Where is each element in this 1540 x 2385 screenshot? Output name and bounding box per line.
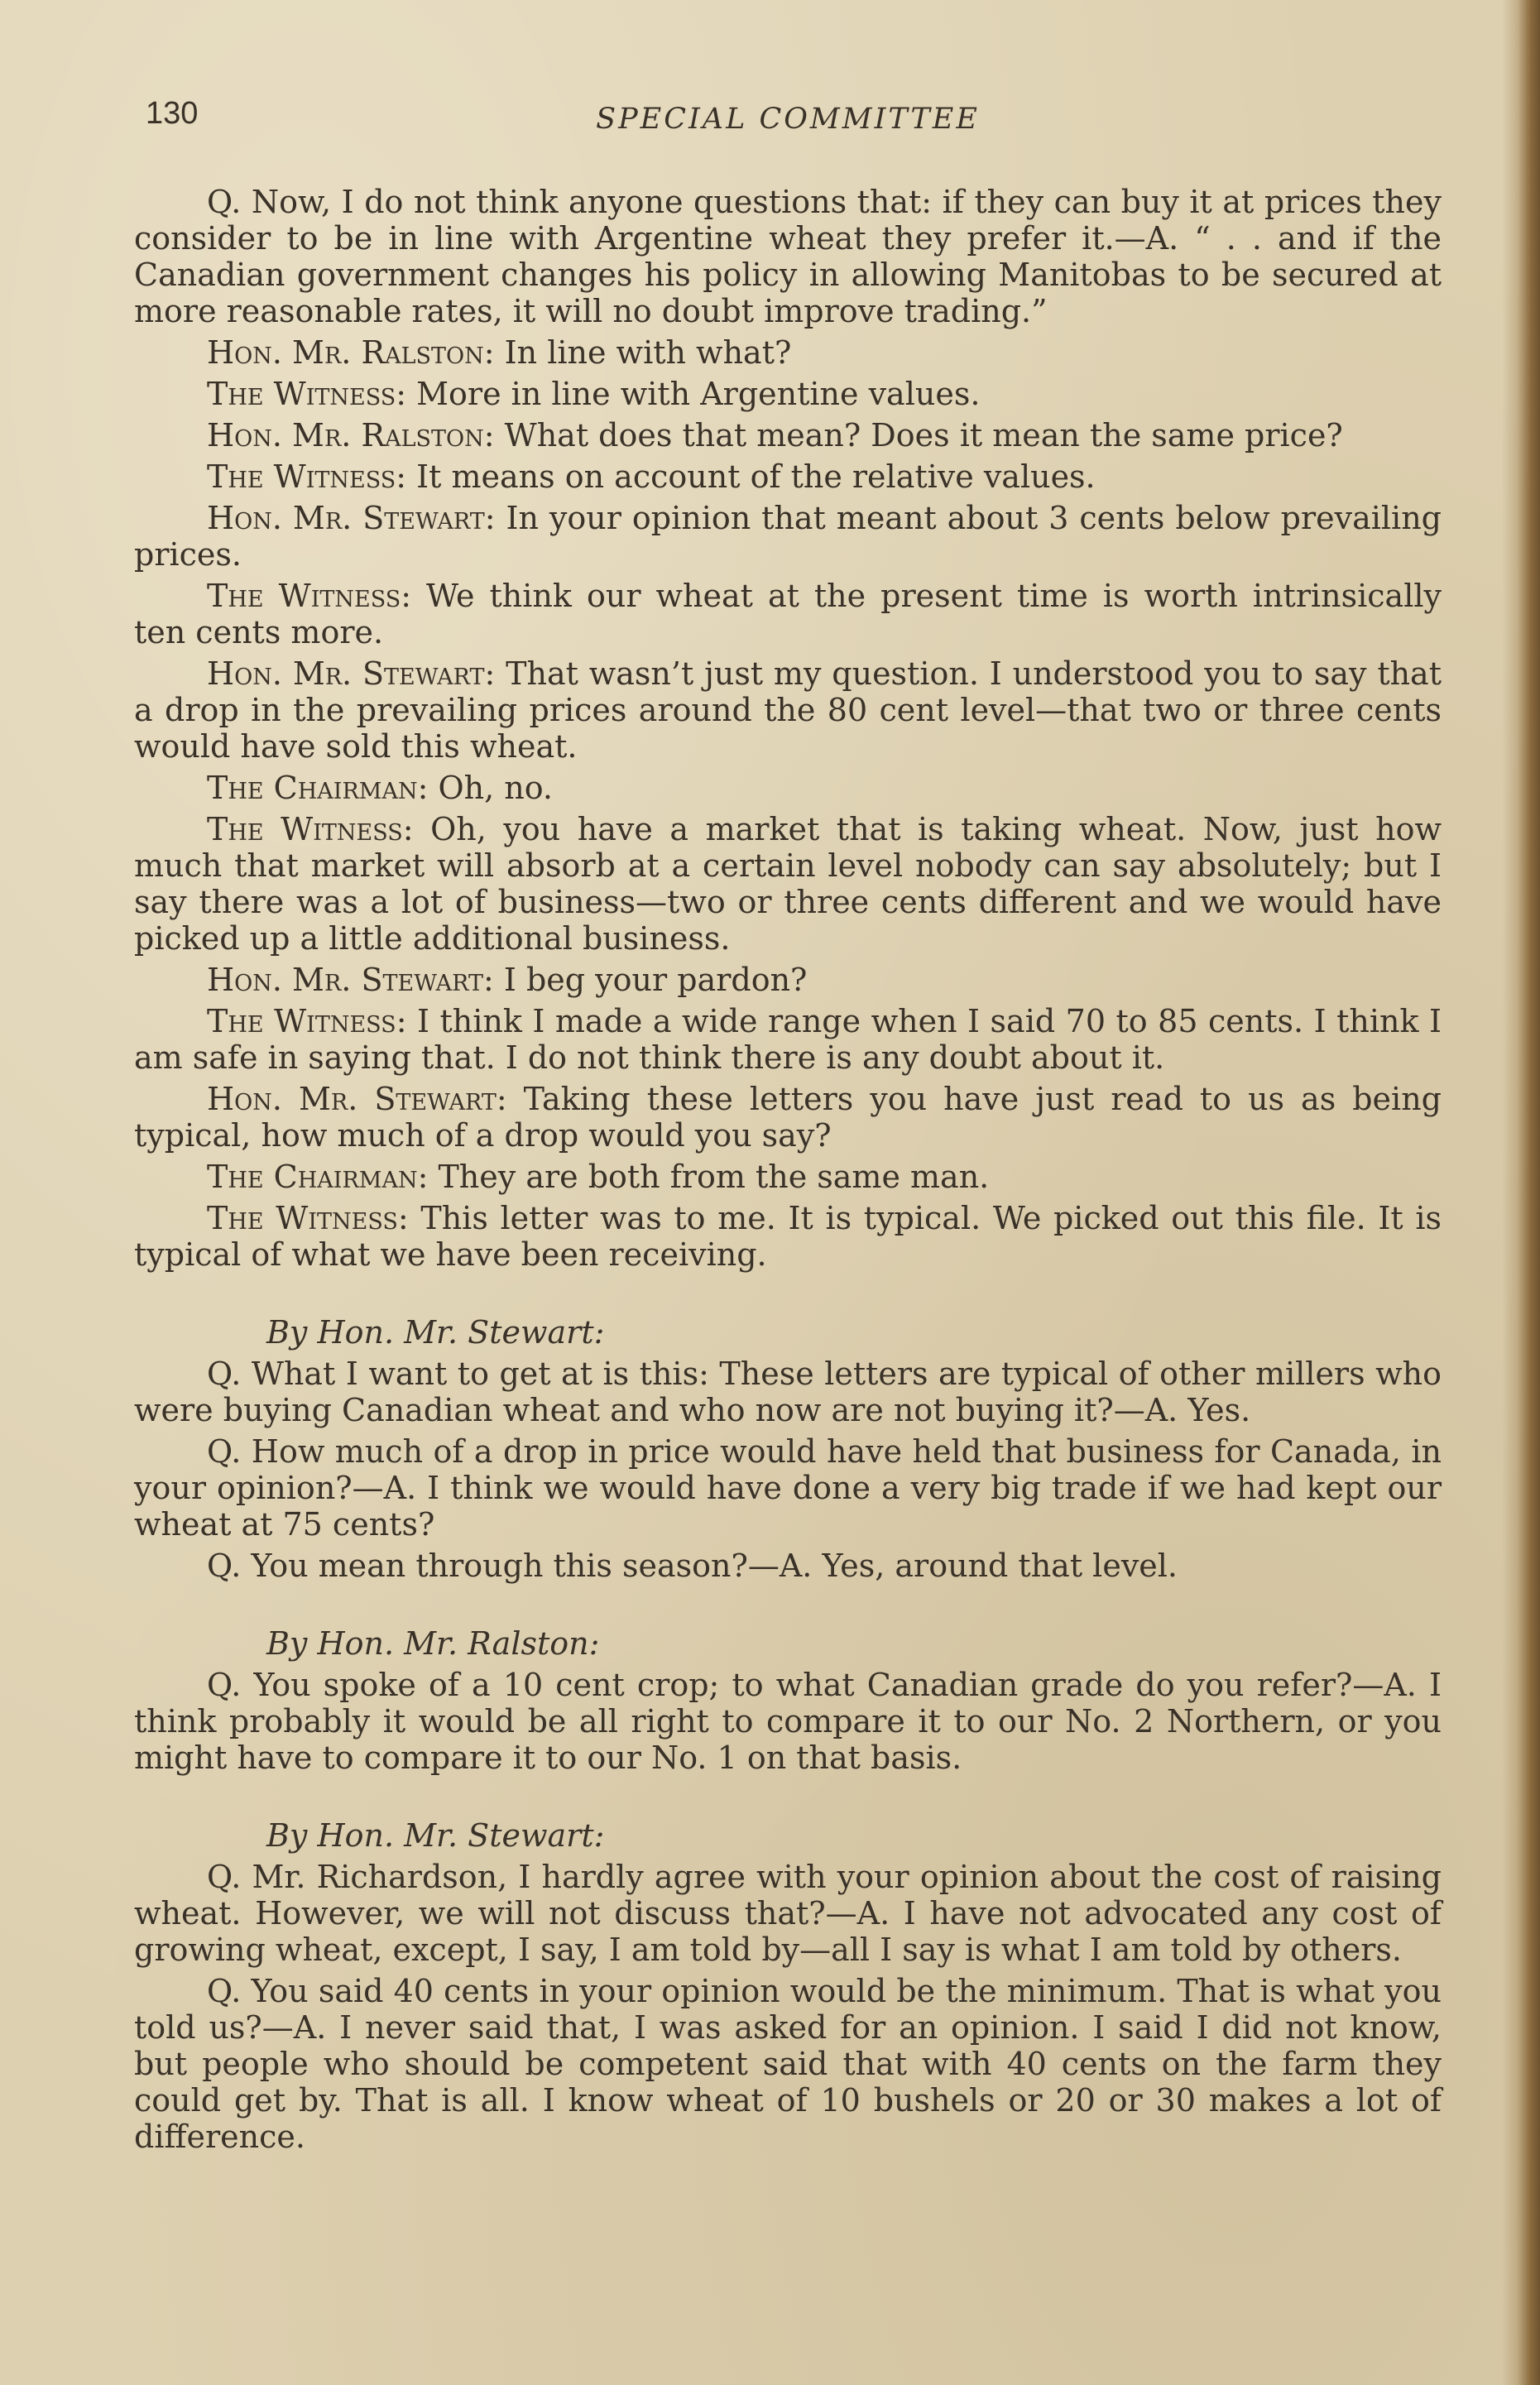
paragraph [134,811,1442,957]
paragraph-text: : What does that mean? Does it mean the same price? [483,417,1343,453]
section-byline: By Hon. Mr. Stewart: [266,1817,605,1854]
paragraph [134,1159,1442,1195]
running-head [134,89,1442,147]
speaker-name: The Chairman [207,1159,418,1195]
paragraph-text: : In line with what? [483,334,792,371]
speaker-name: Hon. Mr. Ralston [207,417,484,453]
speaker-name: The Witness [207,376,396,412]
paragraph-text: : Taking these letters you have just read to us as being typical, how much of a drop would you say? [134,1081,1442,1154]
paragraph [134,458,1442,495]
paragraph-text: : I beg your pardon? [482,962,808,998]
paragraph-text: : Oh, you have a market that is taking wheat. Now, just how much that market will absorb at a certain level nobody can say absolutely; but I say there was a lot of business—two or three cents different and we would have picked up a little additional business. [134,811,1442,957]
qa-paragraph: Q. You spoke of a 10 cent crop; to what Canadian grade do you refer?—A. I think probably it would be all right to compare it to our No. 2 Northern, or you might have to compare it to our No. 1 on that basis. [134,1667,1442,1776]
paragraph-text: : That wasn’t just my question. I understood you to say that a drop in the prevailing prices around the 80 cent level—that two or three cents would have sold this wheat. [134,655,1442,765]
document-page [134,89,1442,2160]
qa-paragraph: Q. How much of a drop in price would have held that business for Canada, in your opinion?—A. I think we would have done a very big trade if we had kept our wheat at 75 cents? [134,1433,1442,1543]
paragraph-text: : They are both from the same man. [417,1159,990,1195]
speaker-name: The Chairman [207,770,418,806]
paragraph [134,1081,1442,1154]
paragraph-text: : I think I made a wide range when I said 70 to 85 cents. I think I am safe in saying that. I do not think there is any doubt about it. [134,1003,1442,1076]
paragraph [134,1003,1442,1076]
speaker-name: The Witness [207,811,403,847]
body-text [134,184,1442,2155]
speaker-name: The Witness [207,1200,398,1236]
speaker-name: The Witness [207,578,401,614]
paragraph [134,376,1442,412]
speaker-name: The Witness [207,458,396,495]
section-byline: By Hon. Mr. Ralston: [266,1625,600,1662]
qa-paragraph: Q. What I want to get at is this: These letters are typical of other millers who were buying Canadian wheat and who now are not buying it?—A. Yes. [134,1356,1442,1428]
paragraph-text: : Oh, no. [417,770,554,806]
qa-paragraph: Q. You said 40 cents in your opinion would be the minimum. That is what you told us?—A. I never said that, I was asked for an opinion. I said I did not know, but people who should be competent said that with 40 cents on the farm they could get by. That is all. I know wheat of 10 bushels or 20 or 30 makes a lot of difference. [134,1973,1442,2155]
paragraph [134,500,1442,573]
paragraph-text: Q. Now, I do not think anyone questions that: if they can buy it at prices they consider to be in line with Argentine wheat they prefer it.—A. “ . . and if the Canadian government changes his policy in allowing Manitobas to be secured at more reasonable rates, it will no doubt improve trading.” [134,184,1442,329]
section-byline: By Hon. Mr. Stewart: [266,1314,605,1351]
paragraph [134,578,1442,650]
paragraph [134,655,1442,765]
page-number: 130 [146,96,199,131]
paragraph [134,417,1442,453]
speaker-name: Hon. Mr. Ralston [207,334,484,371]
paragraph-text: : This letter was to me. It is typical. We picked out this file. It is typical of what we have been receiving. [134,1200,1442,1273]
paragraph-text: : More in line with Argentine values. [396,376,981,412]
paragraph-text: : In your opinion that meant about 3 cents below prevailing prices. [134,500,1442,573]
paragraph-text: : It means on account of the relative values. [396,458,1096,495]
speaker-name: The Witness [207,1003,396,1039]
qa-paragraph: Q. You mean through this season?—A. Yes, around that level. [207,1548,1178,1584]
paragraph [134,770,1442,806]
speaker-name: Hon. Mr. Stewart [207,500,485,536]
paragraph [134,184,1442,329]
page-edge-shadow [1502,0,1540,2385]
header-title: SPECIAL COMMITTEE [596,103,980,136]
paragraph [134,1200,1442,1273]
speaker-name: Hon. Mr. Stewart [207,962,483,998]
paragraph-text: : We think our wheat at the present time is worth intrinsically ten cents more. [134,578,1442,650]
qa-paragraph: Q. Mr. Richardson, I hardly agree with your opinion about the cost of raising wheat. However, we will not discuss that?—A. I have not advocated any cost of growing wheat, except, I say, I am told by—all I say is what I am told by others. [134,1859,1442,1968]
paragraph [134,334,1442,371]
speaker-name: Hon. Mr. Stewart [207,655,485,692]
paragraph [134,962,1442,998]
speaker-name: Hon. Mr. Stewart [207,1081,497,1117]
